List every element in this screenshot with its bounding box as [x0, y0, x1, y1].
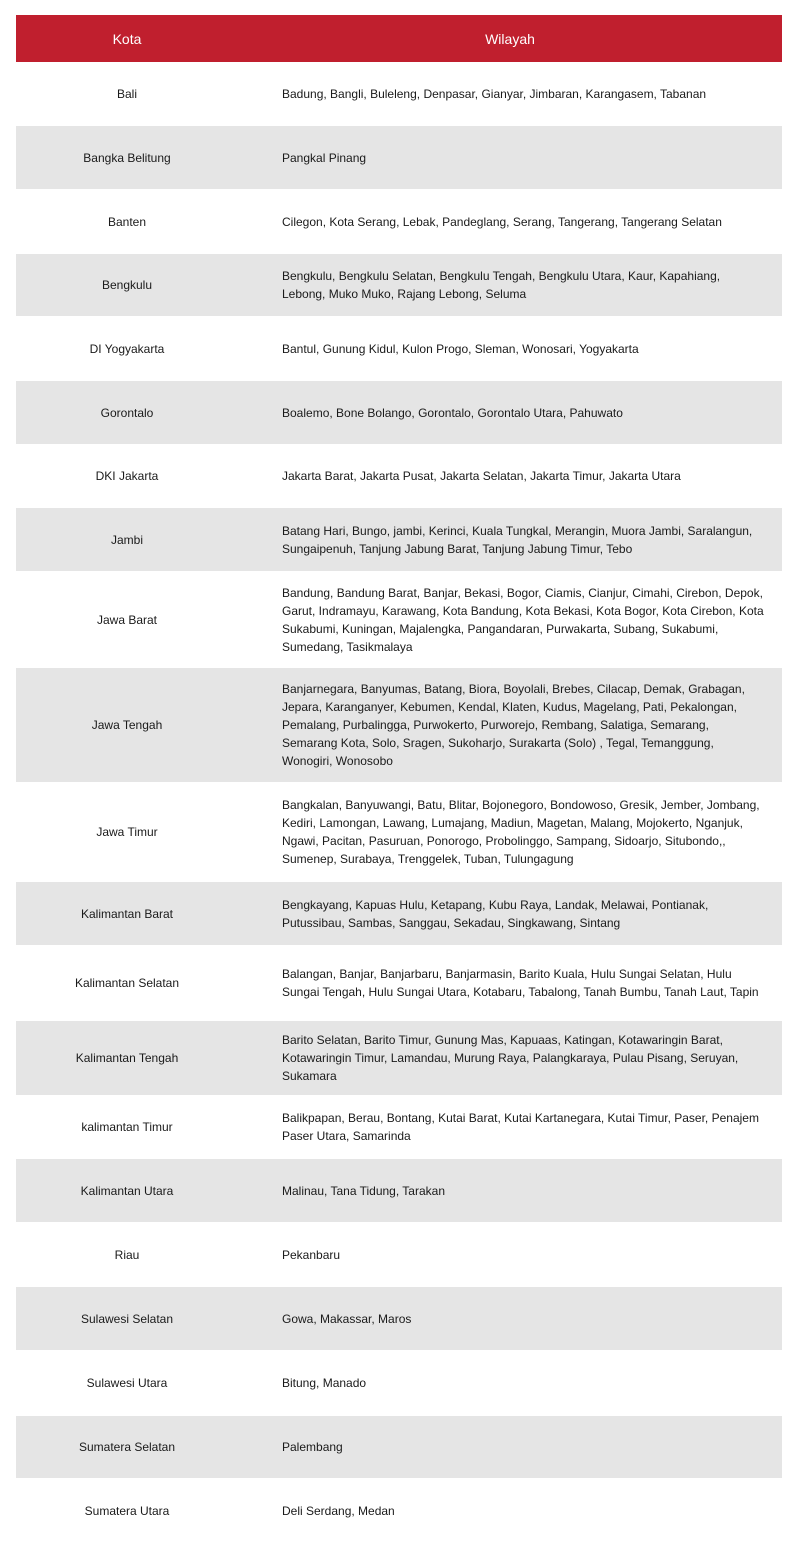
wilayah-cell: Bangkalan, Banyuwangi, Batu, Blitar, Bojonegoro, Bondowoso, Gresik, Jember, Jombang, Kediri, Lamongan, Lawang, Lumajang, Madiun, Magetan, Malang, Mojokerto, Nganjuk, Ngawi, Pacitan, Pasuruan, Ponorogo, Probolinggo, Sampang, Sidoarjo, Situbondo,, Sumenep, Surabaya, Trenggelek, Tuban, Tulungagung: [282, 798, 760, 866]
wilayah-cell: Banjarnegara, Banyumas, Batang, Biora, Boyolali, Brebes, Cilacap, Demak, Grabagan, Jepara, Karanganyer, Kebumen, Kendal, Klaten, Kudus, Magelang, Pati, Pekalongan, Pemalang, Purbalingga, Purwokerto, Purworejo, Rembang, Salatiga, Semarang, Semarang Kota, Solo, Sragen, Sukoharjo, Surakarta (Solo) , Tegal, Temanggung, Wonogiri, Wonosobo: [238, 668, 782, 782]
table-row: [16, 254, 782, 316]
table-row: [16, 444, 782, 508]
kota-cell: Bali: [116, 87, 137, 101]
wilayah-cell: Pekanbaru: [282, 1247, 341, 1262]
header-row: [16, 15, 782, 62]
table-row: [16, 1021, 782, 1095]
wilayah-cell: Badung, Bangli, Buleleng, Denpasar, Gianyar, Jimbaran, Karangasem, Tabanan: [282, 87, 707, 101]
table-row: [16, 381, 782, 444]
kota-cell: Kalimantan Barat: [16, 882, 238, 945]
kota-cell: DKI Jakarta: [95, 469, 159, 483]
wilayah-cell: Jakarta Barat, Jakarta Pusat, Jakarta Selatan, Jakarta Timur, Jakarta Utara: [282, 469, 681, 483]
kota-cell: Kalimantan Tengah: [16, 1021, 238, 1095]
kota-cell: Sulawesi Selatan: [16, 1287, 238, 1350]
table-row: [16, 126, 782, 189]
table-row: [16, 1350, 782, 1416]
kota-cell: Jawa Barat: [96, 612, 158, 627]
header-wilayah: Wilayah: [238, 15, 782, 62]
wilayah-cell: Gowa, Makassar, Maros: [238, 1287, 782, 1350]
wilayah-cell: Malinau, Tana Tidung, Tarakan: [238, 1159, 782, 1222]
kota-cell: Kalimantan Selatan: [74, 976, 180, 990]
table-row: [16, 316, 782, 381]
wilayah-cell: Balikpapan, Berau, Bontang, Kutai Barat, Kutai Kartanegara, Kutai Timur, Paser, Penajem Paser Utara, Samarinda: [282, 1111, 759, 1143]
region-table-container: [16, 15, 782, 1544]
table-row: [16, 782, 782, 882]
kota-cell: Bengkulu: [16, 254, 238, 316]
kota-cell: Jawa Tengah: [16, 668, 238, 782]
table-row: [16, 1287, 782, 1350]
table-row: [16, 571, 782, 668]
wilayah-cell: Batang Hari, Bungo, jambi, Kerinci, Kuala Tungkal, Merangin, Muora Jambi, Saralangun, Sungaipenuh, Tanjung Jabung Barat, Tanjung Jabung Timur, Tebo: [238, 508, 782, 571]
kota-cell: Jambi: [16, 508, 238, 571]
wilayah-cell: Cilegon, Kota Serang, Lebak, Pandeglang, Serang, Tangerang, Tangerang Selatan: [282, 214, 722, 229]
table-row: [16, 1159, 782, 1222]
kota-cell: Sumatera Selatan: [16, 1416, 238, 1478]
wilayah-cell: Barito Selatan, Barito Timur, Gunung Mas, Kapuaas, Katingan, Kotawaringin Barat, Kotawaringin Timur, Lamandau, Murung Raya, Palangkaraya, Pulau Pisang, Seruyan, Sukamara: [238, 1021, 782, 1095]
table-row: [16, 1095, 782, 1159]
wilayah-cell: Bandung, Bandung Barat, Banjar, Bekasi, Bogor, Ciamis, Cianjur, Cimahi, Cirebon, Depok, Garut, Indramayu, Karawang, Kota Bandung, Kota Bekasi, Kota Bogor, Kota Cirebon, Kota Sukabumi, Kuningan, Majalengka, Pangandaran, Purwakarta, Subang, Sukabumi, Sumedang, Tasikmalaya: [282, 585, 764, 654]
wilayah-cell: Deli Serdang, Medan: [282, 1504, 395, 1518]
table-row: [16, 508, 782, 571]
wilayah-cell: Balangan, Banjar, Banjarbaru, Banjarmasin, Barito Kuala, Hulu Sungai Selatan, Hulu Sungai Tengah, Hulu Sungai Utara, Kotabaru, Tabalong, Tanah Bumbu, Tanah Laut, Tapin: [282, 967, 759, 999]
wilayah-cell: Bengkulu, Bengkulu Selatan, Bengkulu Tengah, Bengkulu Utara, Kaur, Kapahiang, Lebong, Muko Muko, Rajang Lebong, Seluma: [238, 254, 782, 316]
wilayah-cell: Bitung, Manado: [282, 1376, 367, 1390]
table-header: [16, 15, 782, 62]
table-row: [16, 882, 782, 945]
table-row: [16, 945, 782, 1021]
wilayah-cell: Boalemo, Bone Bolango, Gorontalo, Gorontalo Utara, Pahuwato: [238, 381, 782, 444]
table-row: [16, 1416, 782, 1478]
kota-cell: Kalimantan Utara: [16, 1159, 238, 1222]
kota-cell: Riau: [114, 1247, 140, 1262]
kota-cell: Bangka Belitung: [16, 126, 238, 189]
table-row: [16, 1478, 782, 1544]
header-kota: Kota: [16, 15, 238, 62]
kota-cell: Banten: [107, 214, 147, 229]
wilayah-cell: Palembang: [238, 1416, 782, 1478]
table-body: [16, 62, 782, 1544]
kota-cell: kalimantan Timur: [81, 1120, 173, 1134]
kota-cell: DI Yogyakarta: [89, 341, 165, 356]
kota-cell: Sulawesi Utara: [86, 1376, 168, 1390]
kota-cell: Sumatera Utara: [84, 1504, 170, 1518]
table-row: [16, 668, 782, 782]
table-row: [16, 1222, 782, 1287]
wilayah-cell: Bantul, Gunung Kidul, Kulon Progo, Sleman, Wonosari, Yogyakarta: [282, 341, 639, 356]
wilayah-cell: Bengkayang, Kapuas Hulu, Ketapang, Kubu Raya, Landak, Melawai, Pontianak, Putussibau, Sambas, Sanggau, Sekadau, Singkawang, Sintang: [238, 882, 782, 945]
region-table: [16, 15, 782, 1544]
wilayah-cell: Pangkal Pinang: [238, 126, 782, 189]
kota-cell: Gorontalo: [16, 381, 238, 444]
table-row: [16, 62, 782, 126]
table-row: [16, 189, 782, 254]
kota-cell: Jawa Timur: [96, 825, 158, 839]
